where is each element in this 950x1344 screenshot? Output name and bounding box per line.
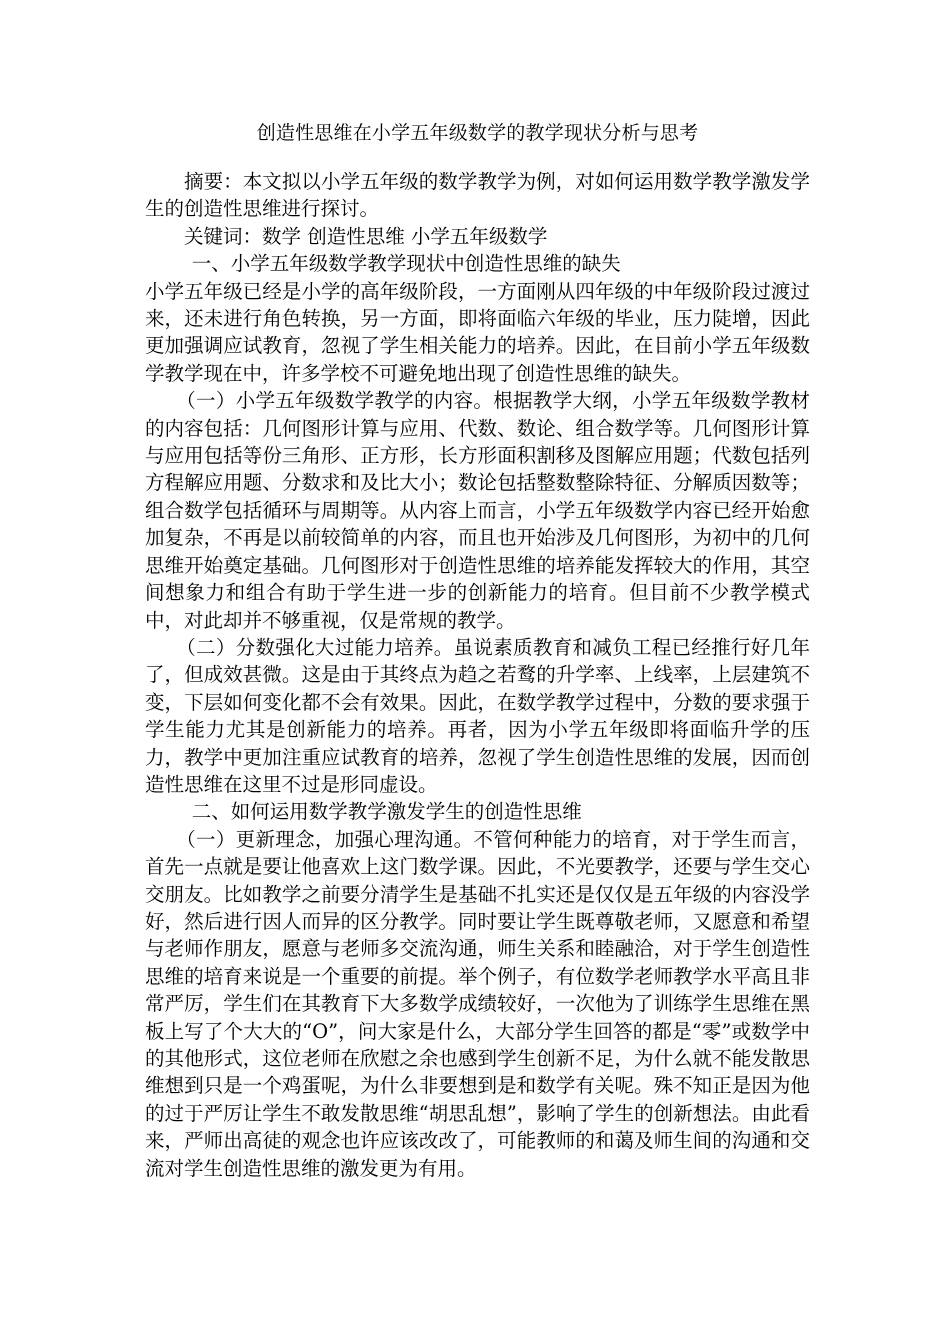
abstract-paragraph: 摘要：本文拟以小学五年级的数学教学为例，对如何运用数学教学激发学生的创造性思维进行探讨。 [145,170,810,221]
section-1-paragraph-1: （一）小学五年级数学教学的内容。根据教学大纲，小学五年级数学教材的内容包括：几何图形计算与应用、代数、数论、组合数学等。几何图形计算与应用包括等份三角形、正方形，长方形面积割移及图解应用题；代数包括列方程解应用题、分数求和及比大小；数论包括整数整除特征、分解质因数等；组合数学包括循环与周期等。从内容上而言，小学五年级数学内容已经开始愈加复杂，不再是以前较简单的内容，而且也开始涉及几何图形，为初中的几何思维开始奠定基础。几何图形对于创造性思维的培养能发挥较大的作用，其空间想象力和组合有助于学生进一步的创新能力的培育。但目前不少教学模式中，对此却并不够重视，仅是常规的教学。 [145,389,810,632]
section-2-paragraph-1: （一）更新理念，加强心理沟通。不管何种能力的培育，对于学生而言，首先一点就是要让他喜欢上这门数学课。因此，不光要教学，还要与学生交心交朋友。比如教学之前要分清学生是基础不扎实还是仅仅是五年级的内容没学好，然后进行因人而异的区分教学。同时要让学生既尊敬老师，又愿意和希望与老师作朋友，愿意与老师多交流沟通，师生关系和睦融洽，对于学生创造性思维的培育来说是一个重要的前提。举个例子，有位数学老师教学水平高且非常严厉，学生们在其教育下大多数学成绩较好，一次他为了训练学生思维在黑板上写了个大大的“O”，问大家是什么，大部分学生回答的都是“零”或数学中的其他形式，这位老师在欣慰之余也感到学生创新不足，为什么就不能发散思维想到只是一个鸡蛋呢，为什么非要想到是和数学有关呢。殊不知正是因为他的过于严厉让学生不敢发散思维“胡思乱想”，影响了学生的创新想法。由此看来，严师出高徒的观念也许应该改改了，可能教师的和蔼及师生间的沟通和交流对学生创造性思维的激发更为有用。 [145,827,810,1180]
section-1-paragraph-2: （二）分数强化大过能力培养。虽说素质教育和减负工程已经推行好几年了，但成效甚微。这是由于其终点为趋之若鹜的升学率、上线率，上层建筑不变，下层如何变化都不会有效果。因此，在数学教学过程中，分数的要求强于学生能力尤其是创新能力的培养。再者，因为小学五年级即将面临升学的压力，教学中更加注重应试教育的培养，忽视了学生创造性思维的发展，因而创造性思维在这里不过是形同虚设。 [145,635,810,796]
section-1-intro-paragraph: 小学五年级已经是小学的高年级阶段，一方面刚从四年级的中年级阶段过渡过来，还未进行角色转换，另一方面，即将面临六年级的毕业，压力陡增，因此更加强调应试教育，忽视了学生相关能力的培养。因此，在目前小学五年级数学教学现在中，许多学校不可避免地出现了创造性思维的缺失。 [145,279,810,385]
keywords-line: 关键词：数学 创造性思维 小学五年级数学 [184,224,548,248]
section-2-heading: 二、如何运用数学教学激发学生的创造性思维 [191,800,582,824]
document-title: 创造性思维在小学五年级数学的教学现状分析与思考 [256,122,699,144]
document-page [145,118,810,1182]
section-1-heading: 一、小学五年级数学教学现状中创造性思维的缺失 [191,252,621,276]
